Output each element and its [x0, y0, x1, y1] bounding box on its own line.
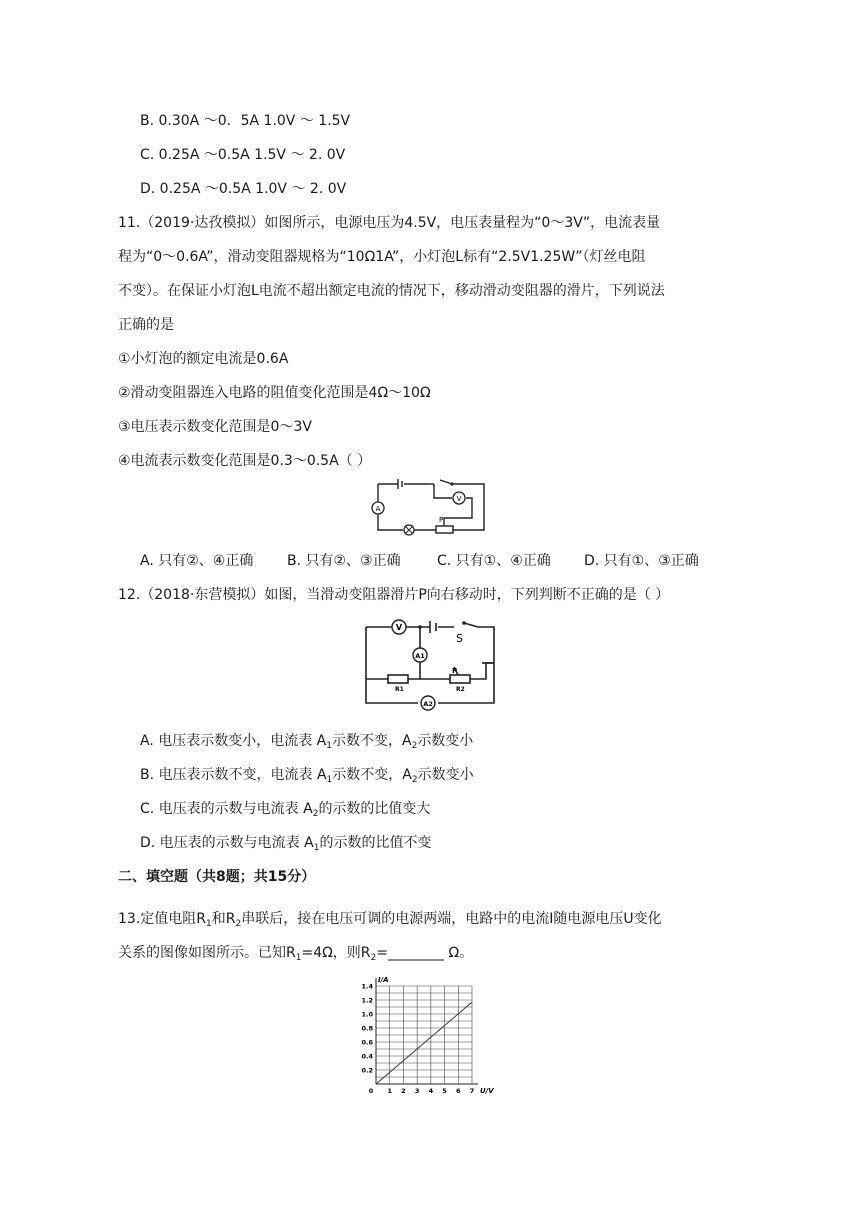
q11-statement-2: ②滑动变阻器连入电路的阻值变化范围是4Ω～10Ω	[118, 385, 431, 401]
chart-x-axis-label: U/V	[480, 1087, 494, 1095]
q11-switch-pivot	[450, 482, 453, 485]
q12-stem: 12.（2018·东营模拟）如图，当滑动变阻器滑片P向右移动时，下列判断不正确的是（ ）	[118, 587, 670, 603]
y-tick-label: 1.4	[361, 982, 373, 991]
y-tick-label: 0.6	[361, 1038, 373, 1047]
q11-option-b: B. 只有②、③正确	[287, 553, 401, 569]
y-tick-label: 1.0	[361, 1010, 373, 1019]
q13-stem-line2: 关系的图像如图所示。已知$R_1=4\Omega$，则$R_2=\_\_\_\_\_\_\_\_$ Ω。	[118, 945, 474, 963]
y-tick-label: 0.8	[361, 1024, 373, 1033]
q12-option-c: C. 电压表的示数与电流表 $A_2$的示数的比值变大	[140, 801, 431, 819]
q12-ammeter-a1-label: A1	[415, 652, 425, 660]
q12-voltmeter-label: V	[395, 623, 403, 632]
q11-option-d: D. 只有①、③正确	[584, 553, 699, 569]
y-tick-label: 0.2	[361, 1066, 373, 1075]
q11-stem-line4: 正确的是	[118, 317, 174, 333]
q11-stem-line1: 11.（2019·达孜模拟）如图所示，电源电压为4.5V，电压表量程为“0～3V”，电流表量	[118, 215, 661, 231]
x-tick-label: 3	[414, 1087, 420, 1095]
q11-option-c: C. 只有①、④正确	[437, 553, 551, 569]
chart-y-axis-label: I/A	[378, 976, 389, 984]
q11-voltmeter-label: V	[456, 495, 462, 503]
q11-circuit-diagram	[368, 474, 492, 544]
q11-ammeter-label: A	[375, 505, 381, 513]
section-heading: 二、填空题（共8题；共15分）	[118, 869, 316, 885]
x-tick-label: 7	[469, 1087, 475, 1095]
chart-axes	[376, 978, 478, 1084]
q11-statement-3: ③电压表示数变化范围是0～3V	[118, 419, 312, 435]
x-tick-label: 2	[401, 1087, 406, 1095]
q12-option-d: D. 电压表的示数与电流表 $A_1$的示数的比值不变	[140, 835, 432, 853]
chart-grid	[376, 986, 472, 1084]
q12-slider-label: P	[452, 667, 458, 675]
q11-option-a: A. 只有②、④正确	[140, 553, 254, 569]
q12-circuit-diagram	[360, 617, 500, 717]
y-tick-label: 1.2	[361, 996, 373, 1005]
q12-r1-label: R1	[395, 686, 404, 693]
q12-switch-pivot	[462, 621, 466, 625]
q10-option-d: D. 0.25A ～0.5A 1.0V ～ 2. 0V	[140, 181, 347, 197]
q11-statement-1: ①小灯泡的额定电流是0.6A	[118, 351, 289, 367]
x-tick-label: 1	[387, 1087, 392, 1095]
y-tick-label: 0.4	[361, 1052, 373, 1061]
q11-statement-4: ④电流表示数变化范围是0.3～0.5A（ ）	[118, 453, 372, 469]
q12-option-b: B. 电压表示数不变，电流表 $A_1$示数不变，$A_2$示数变小	[140, 767, 474, 785]
chart-tick-labels	[361, 983, 474, 1096]
x-tick-label: 5	[442, 1087, 447, 1095]
x-tick-label: 0	[368, 1087, 374, 1095]
x-tick-label: 4	[428, 1087, 434, 1095]
q12-switch-label: S	[456, 632, 463, 645]
q13-current-voltage-chart	[358, 972, 498, 1100]
q11-stem-line3: 不变）。在保证小灯泡L电流不超出额定电流的情况下，移动滑动变阻器的滑片，下列说法	[118, 283, 665, 299]
q13-stem-line1: 13.定值电阻$R_1$和$R_2$串联后，接在电压可调的电源两端，电路中的电流I随电源电压U变化	[118, 911, 662, 929]
chart-series	[376, 1002, 472, 1084]
q12-junction-dot	[418, 625, 422, 629]
q11-slider-label: P	[439, 516, 444, 524]
x-tick-label: 6	[456, 1087, 461, 1095]
q12-r2-label: R2	[456, 686, 465, 693]
q10-option-b: B. 0.30A ～0．5A 1.0V ～ 1.5V	[140, 113, 351, 129]
series-line	[376, 1002, 472, 1084]
q12-ammeter-a2-label: A2	[423, 700, 433, 708]
q10-option-c: C. 0.25A ～0.5A 1.5V ～ 2. 0V	[140, 147, 346, 163]
q11-stem-line2: 程为“0～0.6A”，滑动变阻器规格为“10Ω1A”，小灯泡L标有“2.5V1.25W”（灯丝电阻	[118, 249, 646, 265]
q12-option-a: A. 电压表示数变小，电流表 $A_1$示数不变，$A_2$示数变小	[140, 733, 474, 751]
